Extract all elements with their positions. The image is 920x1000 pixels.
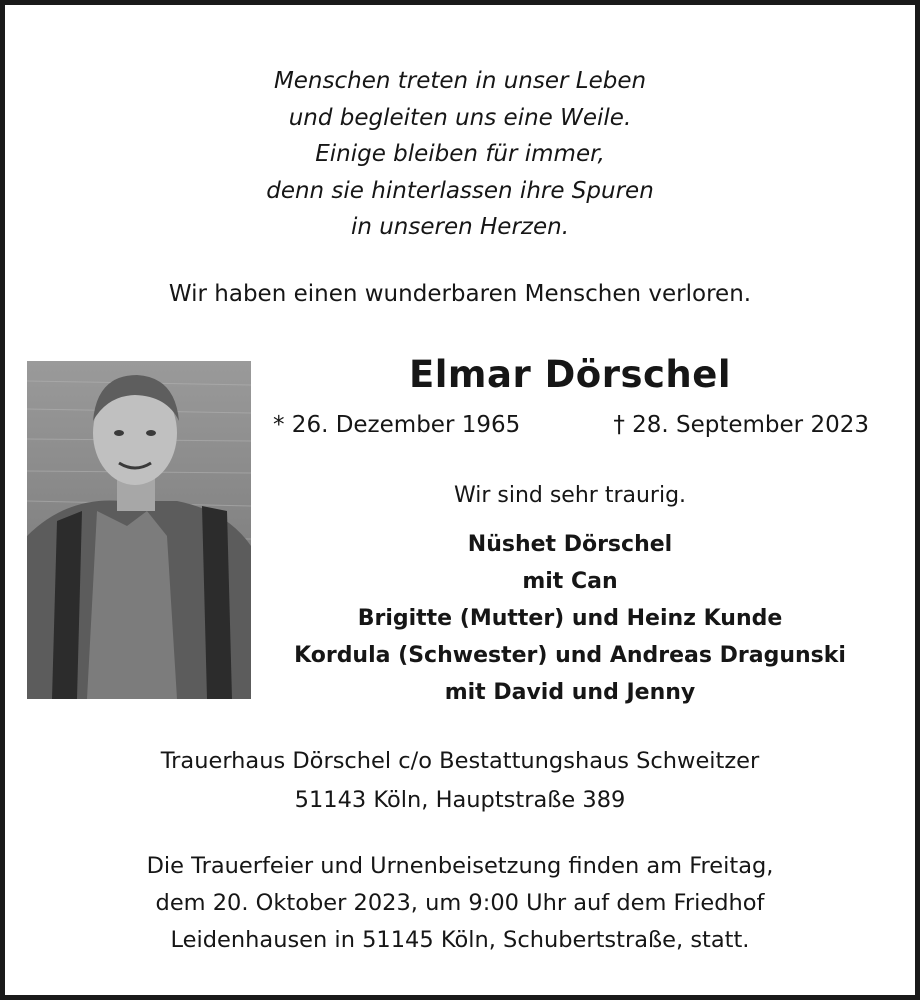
poem-line: in unseren Herzen. — [350, 214, 570, 240]
service-line: Die Trauerfeier und Urnenbeisetzung finden am Freitag, — [146, 853, 774, 879]
address-line: Trauerhaus Dörschel c/o Bestattungshaus Schweitzer — [160, 748, 760, 774]
poem-line: denn sie hinterlassen ihre Spuren — [266, 177, 654, 204]
family-member: mit David und Jenny — [444, 680, 696, 705]
family-member: mit Can — [522, 569, 618, 594]
portrait-photo — [27, 361, 251, 699]
family-member: Kordula (Schwester) und Andreas Dragunski — [294, 643, 846, 668]
service-line: Leidenhausen in 51145 Köln, Schubertstraße, statt. — [170, 927, 750, 953]
family-member: Brigitte (Mutter) und Heinz Kunde — [357, 606, 783, 631]
mourning-line: Wir sind sehr traurig. — [453, 483, 687, 508]
memorial-poem — [5, 63, 915, 246]
address-line: 51143 Köln, Hauptstraße 389 — [294, 787, 626, 813]
family-list — [270, 526, 870, 711]
death-date: † 28. September 2023 — [613, 412, 869, 438]
mourning-address — [5, 742, 915, 820]
service-line: dem 20. Oktober 2023, um 9:00 Uhr auf dem Friedhof — [155, 890, 765, 916]
deceased-name: Elmar Dörschel — [408, 353, 732, 396]
birth-date: * 26. Dezember 1965 — [273, 412, 521, 438]
poem-line: Menschen treten in unser Leben — [273, 68, 647, 94]
loss-statement: Wir haben einen wunderbaren Menschen verloren. — [168, 281, 752, 307]
family-member: Nüshet Dörschel — [467, 532, 673, 557]
poem-line: und begleiten uns eine Weile. — [288, 104, 632, 131]
funeral-service-info — [5, 848, 915, 959]
poem-line: Einige bleiben für immer, — [315, 141, 605, 167]
